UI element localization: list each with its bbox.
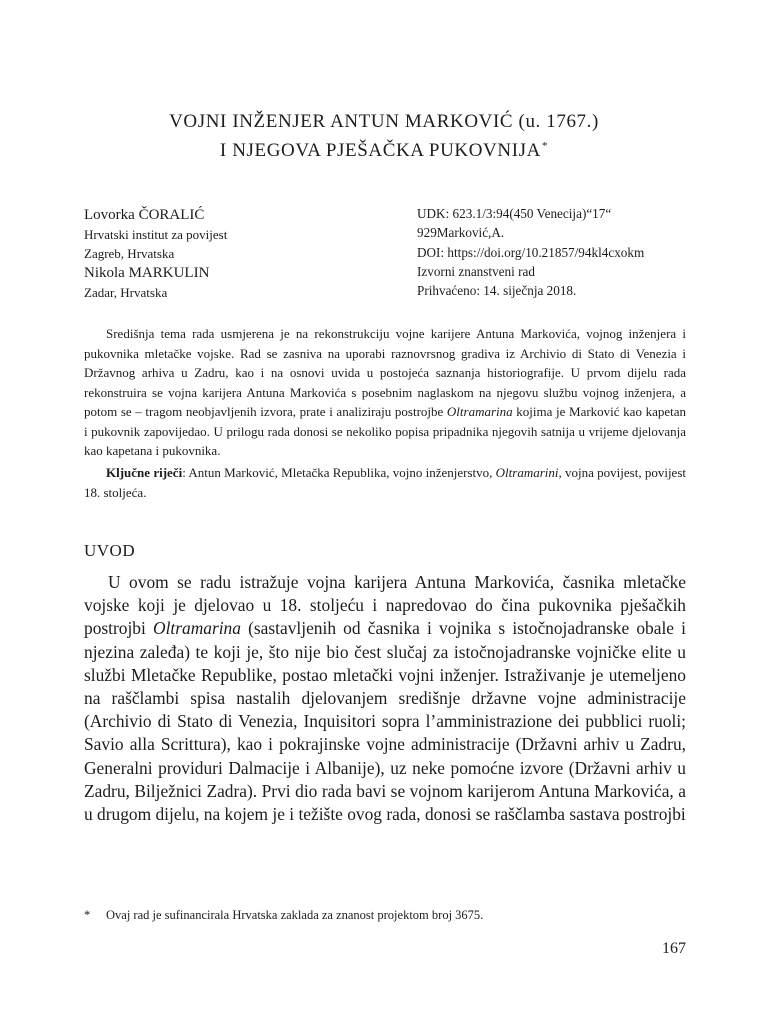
title-footnote-mark[interactable]: * [541,140,549,152]
body-text [84,571,686,826]
author-affiliation: Hrvatski institut za povijest [84,227,228,242]
keywords-text: , vojna povijest, povijest 18. stoljeća. [84,465,686,500]
footnote-text: Ovaj rad je sufinancirala Hrvatska zaklada za znanost projektom broj 3675. [106,908,484,922]
abstract-paragraph [84,324,686,461]
udk-code-continued: 929Marković,A. [417,225,505,241]
article-title [84,109,684,163]
section-heading: UVOD [84,541,136,560]
body-italic-term: Oltramarina [153,618,241,639]
author-name: Lovorka ČORALIĆ [84,207,205,223]
footnote-mark: * [84,908,91,922]
body-text-run: U ovom se radu istražuje vojna karijera Antuna Markovića, časnika mletačke vojske koji je djelovao u 18. stoljeću i napredovao do čina pukovnika pješačkih postrojbi [84,572,686,639]
author-location: Zadar, Hrvatska [84,285,168,300]
title-line-1: VOJNI INŽENJER ANTUN MARKOVIĆ (u. 1767.) [169,111,599,132]
title-line-2-text: I NJEGOVA PJEŠAČKA PUKOVNIJA [219,140,541,161]
accepted-date: Prihvaćeno: 14. siječnja 2018. [417,283,577,299]
abstract-text: kojima je Marković kao kapetan i pukovnik zapovijedao. U prilogu rada donosi se nekoliko popisa pripadnika njegovih satnija u vrijeme djelovanja kao kapetana i pukovnika. [84,404,686,458]
author-name: Nikola MARKULIN [84,265,210,281]
keywords [84,463,686,502]
title-line-2 [84,134,684,163]
page-number: 167 [662,940,686,957]
keywords-text: : Antun Marković, Mletačka Republika, vojno inženjerstvo, [182,465,496,480]
keywords-italic-term: Oltramarini [495,465,559,480]
abstract [84,324,686,461]
article-metadata [417,204,687,300]
abstract-text: Središnja tema rada usmjerena je na rekonstrukciju vojne karijere Antuna Markovića, vojnog inženjera i pukovnika mletačke vojske. Rad se zasniva na uporabi raznovrsnog gradiva iz Archivio di Stato di Venezia i Državnog arhiva u Zadru, kao i na osnovi uvida u postojeća saznanja historiografije. U prvom dijelu rada rekonstruira se vojna karijera Antuna Markovića s posebnim naglaskom na njegovu službu vojnog inženjera, a potom se – tragom neobjavljenih izvora, prate i analiziraju postrojbe [84,326,686,419]
footnote [84,906,686,924]
author-location: Zagreb, Hrvatska [84,246,175,261]
doi-link[interactable]: DOI: https://doi.org/10.21857/94kl4cxokm [417,244,645,260]
keywords-label: Ključne riječi [106,465,183,480]
udk-code: UDK: 623.1/3:94(450 Venecija)“17“ [417,206,612,221]
body-paragraph [84,571,686,826]
author-block [84,205,404,302]
abstract-italic-term: Oltramarina [446,404,513,419]
body-text-run: (sastavljenih od časnika i vojnika s istočnojadranske obale i njezina zaleđa) te koji je, što nije bio čest slučaj za istočnojadranske vojničke elite u službi Mletačke Republike, postao mletački vojni inženjer. Istraživanje je utemeljeno na raščlambi spisa nastalih djelovanjem središnje državne vojne administracije (Archivio di Stato di Venezia, Inquisitori sopra l’amministrazione dei pubblici ruoli; Savio alla Scrittura), kao i pokrajinske vojne administracije (Državni arhiv u Zadru, Generalni providuri Dalmacije i Albanije), uz neke pomoćne izvore (Državni arhiv u Zadru, Bilježnici Zadra). Prvi dio rada bavi se vojnom karijerom Antuna Markovića, a u drugom dijelu, na kojem je i težište ovog rada, donosi se raščlamba sastava postrojbi [84,618,687,825]
article-type: Izvorni znanstveni rad [417,263,535,279]
